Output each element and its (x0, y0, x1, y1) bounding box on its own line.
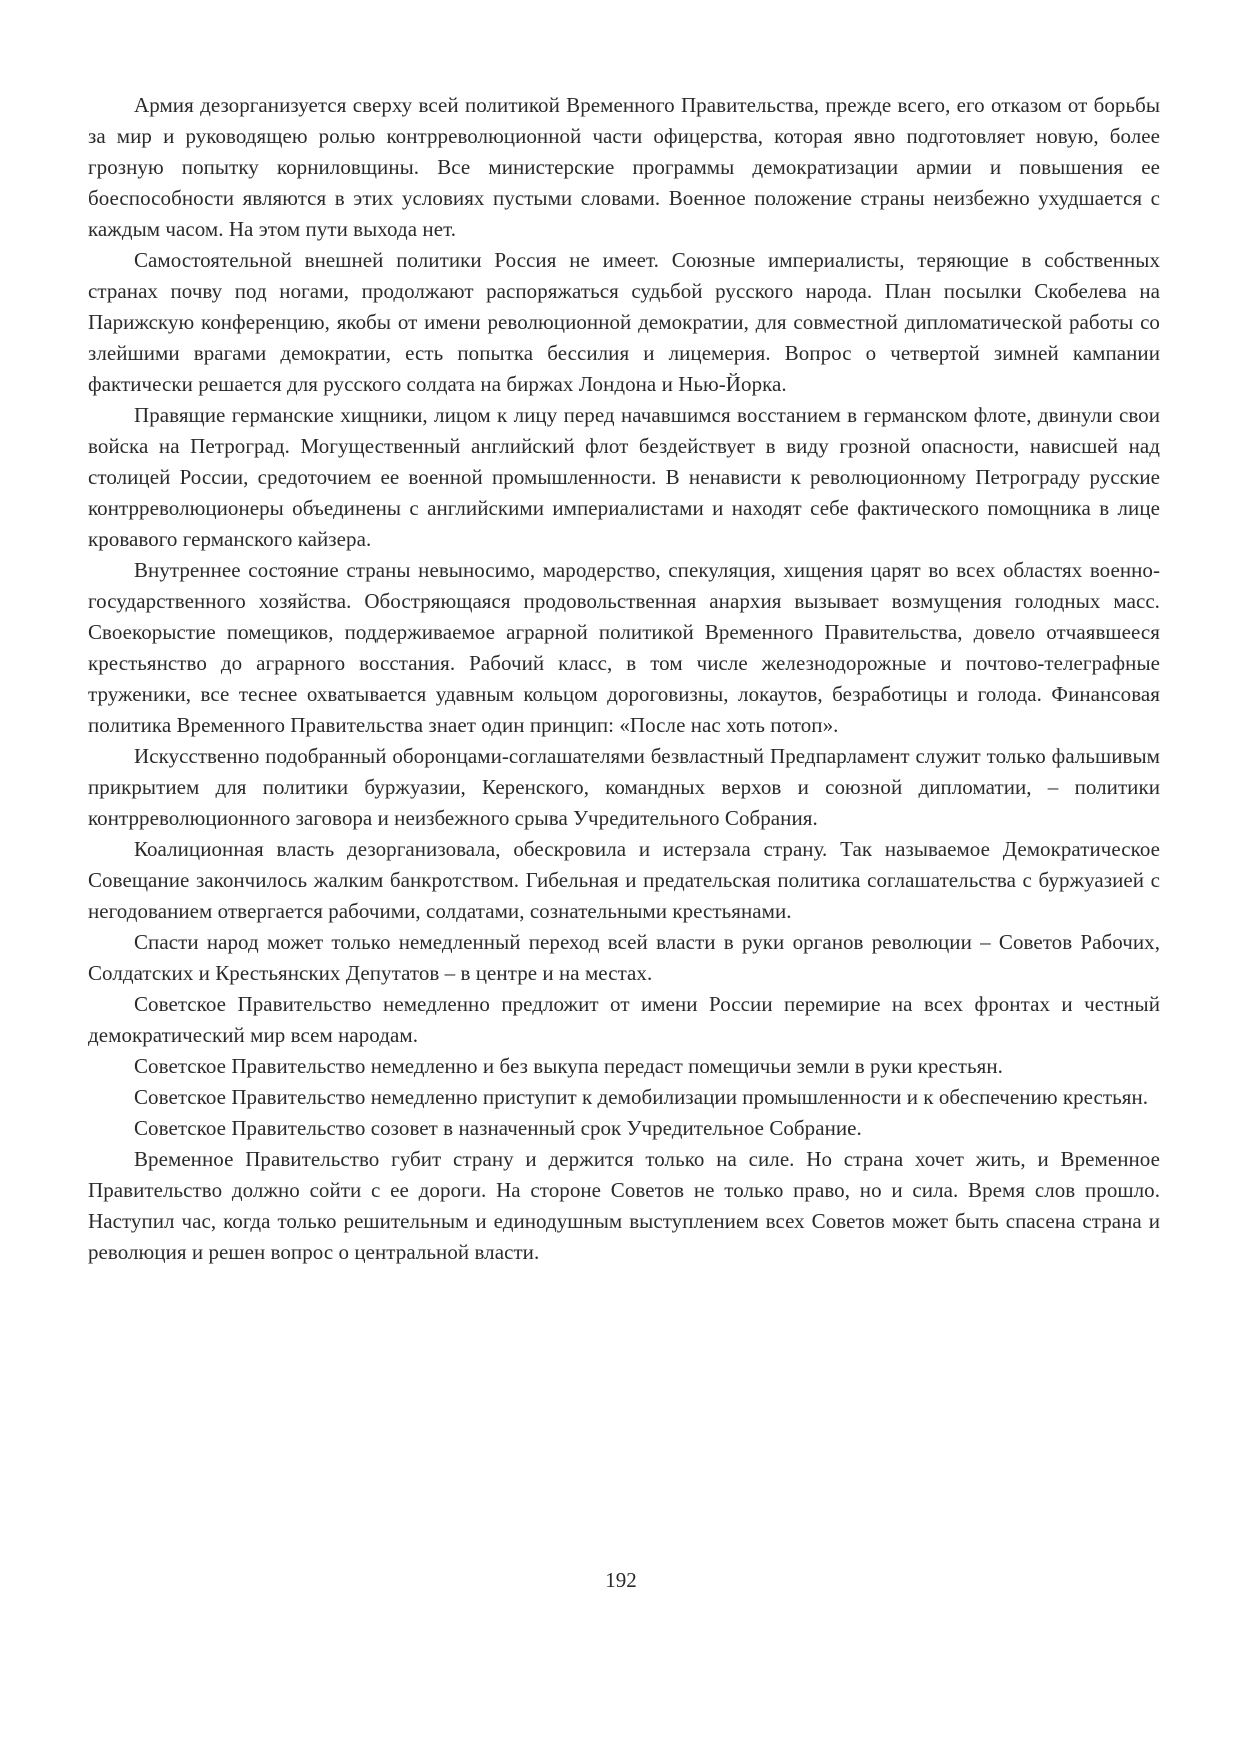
paragraph: Советское Правительство немедленно и без выкупа передаст помещичьи земли в руки крестьян. (134, 1054, 1003, 1078)
paragraph: Искусственно подобранный оборонцами-соглашателями безвластный Предпарламент служит только фальшивым прикрытием для политики буржуазии, Керенского, командных верхов и союзной дипломатии, – политики контрреволюционного заговора и неизбежного срыва Учредительного Собрания. (88, 744, 1160, 830)
paragraph: Самостоятельной внешней политики Россия не имеет. Союзные империалисты, теряющие в собственных странах почву под ногами, продолжают распоряжаться судьбой русского народа. План посылки Скобелева на Парижскую конференцию, якобы от имени революционной демократии, для совместной дипломатической работы со злейшими врагами демократии, есть попытка бессилия и лицемерия. Вопрос о четвертой зимней кампании фактически решается для русского солдата на биржах Лондона и Нью-Йорка. (88, 248, 1160, 396)
paragraph: Советское Правительство немедленно предложит от имени России перемирие на всех фронтах и честный демократический мир всем народам. (88, 992, 1160, 1047)
paragraph: Внутреннее состояние страны невыносимо, мародерство, спекуляция, хищения царят во всех областях военно-государственного хозяйства. Обостряющаяся продовольственная анархия вызывает возмущения голодных масс. Своекорыстие помещиков, поддерживаемое аграрной политикой Временного Правительства, довело отчаявшееся крестьянство до аграрного восстания. Рабочий класс, в том числе железнодорожные и почтово-телеграфные труженики, все теснее охватывается удавным кольцом дороговизны, локаутов, безработицы и голода. Финансовая политика Временного Правительства знает один принцип: «После нас хоть потоп». (88, 558, 1160, 737)
page-number: 192 (605, 1568, 637, 1592)
document-body (88, 90, 1160, 1268)
paragraph: Советское Правительство немедленно приступит к демобилизации промышленности и к обеспечению крестьян. (134, 1085, 1149, 1109)
paragraph: Советское Правительство созовет в назначенный срок Учредительное Собрание. (134, 1116, 862, 1140)
paragraph: Временное Правительство губит страну и держится только на силе. Но страна хочет жить, и Временное Правительство должно сойти с ее дороги. На стороне Советов не только право, но и сила. Время слов прошло. Наступил час, когда только решительным и единодушным выступлением всех Советов может быть спасена страна и революция и решен вопрос о центральной власти. (88, 1147, 1160, 1264)
paragraph: Спасти народ может только немедленный переход всей власти в руки органов революции – Советов Рабочих, Солдатских и Крестьянских Депутатов – в центре и на местах. (88, 930, 1160, 985)
paragraph: Коалиционная власть дезорганизовала, обескровила и истерзала страну. Так называемое Демократическое Совещание закончилось жалким банкротством. Гибельная и предательская политика соглашательства с буржуазией с негодованием отвергается рабочими, солдатами, сознательными крестьянами. (88, 837, 1160, 923)
paragraph: Армия дезорганизуется сверху всей политикой Временного Правительства, прежде всего, его отказом от борьбы за мир и руководящею ролью контрреволюционной части офицерства, которая явно подготовляет новую, более грозную попытку корниловщины. Все министерские программы демократизации армии и повышения ее боеспособности являются в этих условиях пустыми словами. Военное положение страны неизбежно ухудшается с каждым часом. На этом пути выхода нет. (88, 93, 1160, 241)
paragraph: Правящие германские хищники, лицом к лицу перед начавшимся восстанием в германском флоте, двинули свои войска на Петроград. Могущественный английский флот бездействует в виду грозной опасности, нависшей над столицей России, средоточием ее военной промышленности. В ненависти к революционному Петрограду русские контрреволюционеры объединены с английскими империалистами и находят себе фактического помощника в лице кровавого германского кайзера. (88, 403, 1160, 551)
